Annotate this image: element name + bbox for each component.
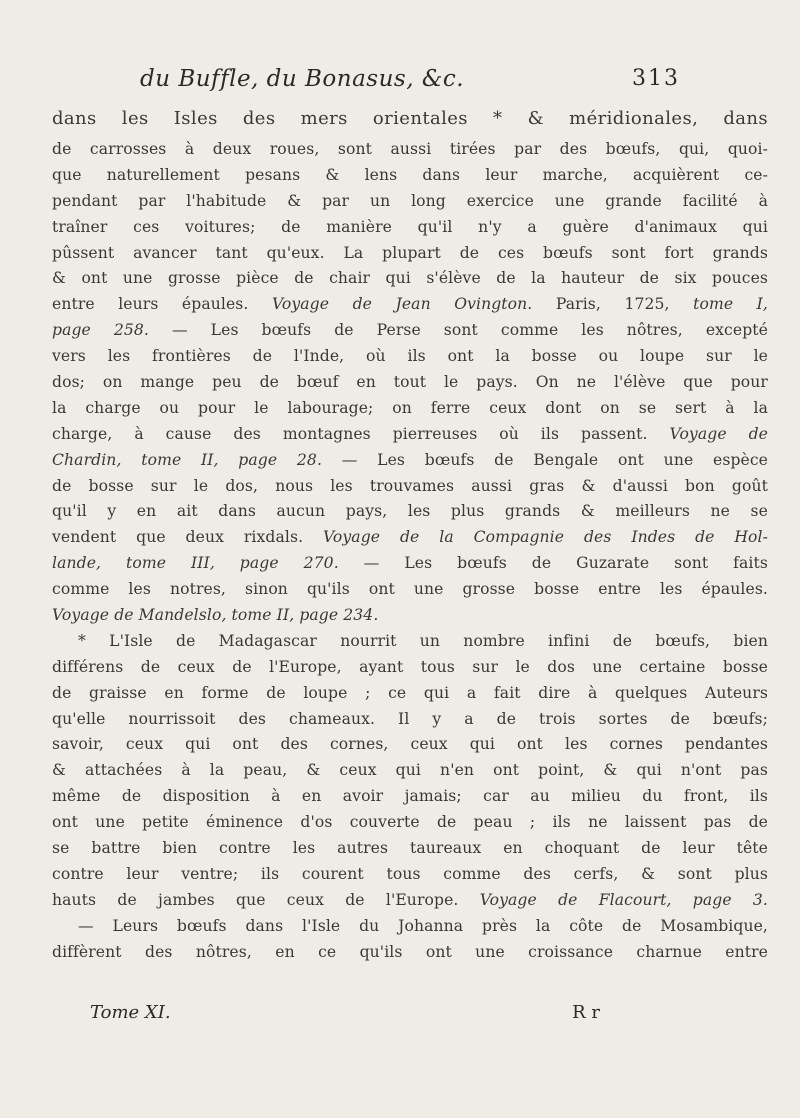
line-text: se battre bien contre les autres taureaux en choquant de leur tête (52, 839, 768, 858)
line-text: Paris, 1725, (532, 295, 694, 314)
line-text: qu'elle nourrissoit des chameaux. Il y a de trois sortes de bœufs; (52, 709, 768, 728)
running-title: du Buffle, du Bonasus, &c. (140, 66, 465, 92)
page-header (140, 66, 680, 102)
body-text (52, 101, 768, 966)
line-text: diffèrent des nôtres, en ce qu'ils ont une croissance charnue entre (52, 942, 768, 961)
line-text: de carrosses à deux roues, sont aussi tirées par des bœufs, qui, quoi- (52, 140, 768, 158)
text-line (52, 189, 768, 215)
text-line (52, 292, 768, 318)
page-number: 313 (632, 66, 680, 91)
line-text: de bosse sur le dos, nous les trouvames aussi gras & d'aussi bon goût (52, 476, 768, 495)
text-line (52, 163, 768, 189)
line-text: ont une petite éminence d'os couverte de peau ; ils ne laissent pas de (52, 813, 768, 832)
text-line (52, 370, 768, 396)
citation-text: Voyage de Flacourt, page 3. (479, 890, 768, 909)
citation-text: Chardin, tome II, page 28. (52, 450, 323, 469)
line-text: dos; on mange peu de bœuf en tout le pays. On ne l'élève que pour (52, 373, 768, 392)
text-line (52, 137, 768, 163)
line-text: dans les Isles des mers orientales * & méridionales, dans (52, 108, 768, 129)
line-text: traîner ces voitures; de manière qu'il n'y a guère d'animaux qui (52, 217, 768, 236)
text-line (52, 603, 768, 629)
text-line (52, 266, 768, 292)
text-line (52, 629, 768, 655)
line-text: — Leurs bœufs dans l'Isle du Johanna près la côte de Mosambique, (78, 916, 768, 935)
text-line (52, 862, 768, 888)
text-line (52, 525, 768, 551)
text-line (52, 101, 768, 137)
text-line (52, 810, 768, 836)
volume-label: Tome XI. (90, 1002, 171, 1023)
citation-text: Voyage de (669, 424, 768, 443)
line-text: — Les bœufs de Bengale ont une espèce (322, 450, 769, 469)
text-line (52, 940, 768, 966)
citation-text: lande, tome III, page 270. (52, 554, 339, 573)
text-line (52, 396, 768, 422)
text-line (52, 784, 768, 810)
text-line (52, 241, 768, 267)
line-text: — Les bœufs de Guzarate sont faits (338, 554, 768, 573)
text-line (52, 215, 768, 241)
text-line (52, 474, 768, 500)
text-line (52, 448, 768, 474)
text-line (52, 577, 768, 603)
line-text: * L'Isle de Madagascar nourrit un nombre infini de bœufs, bien (78, 631, 768, 650)
line-text: la charge ou pour le labourage; on ferre ceux dont on se sert à la (52, 398, 768, 417)
citation-text: Voyage de la Compagnie des Indes de Hol- (322, 528, 768, 547)
citation-text: page 258. (52, 321, 149, 340)
page-footer (90, 1002, 600, 1032)
line-text: que naturellement pesans & lens dans leur marche, acquièrent ce- (52, 165, 768, 184)
line-text: charge, à cause des montagnes pierreuses où ils passent. (52, 424, 670, 443)
line-text: comme les notres, sinon qu'ils ont une grosse bosse entre les épaules. (52, 580, 768, 599)
text-line (52, 707, 768, 733)
line-text: contre leur ventre; ils courent tous comme des cerfs, & sont plus (52, 864, 768, 883)
line-text: de graisse en forme de loupe ; ce qui a fait dire à quelques Auteurs (52, 683, 768, 702)
line-text: — Les bœufs de Perse sont comme les nôtres, excepté (149, 321, 768, 340)
line-text: hauts de jambes que ceux de l'Europe. (52, 890, 480, 909)
text-line (52, 888, 768, 914)
text-line (52, 499, 768, 525)
citation-text: Voyage de Mandelslo, tome II, page 234. (52, 606, 379, 625)
text-line (52, 318, 768, 344)
line-text: pendant par l'habitude & par un long exercice une grande facilité à (52, 191, 768, 210)
text-line (52, 344, 768, 370)
line-text: & attachées à la peau, & ceux qui n'en ont point, & qui n'ont pas (52, 761, 768, 780)
citation-text: tome I, (693, 295, 768, 314)
text-line (52, 836, 768, 862)
citation-text: Voyage de Jean Ovington. (271, 295, 533, 314)
line-text: pûssent avancer tant qu'eux. La plupart de ces bœufs sont fort grands (52, 243, 768, 262)
text-line (52, 422, 768, 448)
line-text: & ont une grosse pièce de chair qui s'élève de la hauteur de six pouces (52, 269, 768, 288)
line-text: savoir, ceux qui ont des cornes, ceux qui ont les cornes pendantes (52, 735, 768, 754)
line-text: vendent que deux rixdals. (52, 528, 323, 547)
text-line (52, 914, 768, 940)
line-text: même de disposition à en avoir jamais; car au milieu du front, ils (52, 787, 768, 806)
text-line (52, 681, 768, 707)
text-line (52, 655, 768, 681)
text-line (52, 732, 768, 758)
line-text: vers les frontières de l'Inde, où ils ont la bosse ou loupe sur le (52, 347, 768, 366)
text-line (52, 758, 768, 784)
text-line (52, 551, 768, 577)
line-text: différens de ceux de l'Europe, ayant tous sur le dos une certaine bosse (52, 657, 768, 676)
line-text: entre leurs épaules. (52, 295, 272, 314)
signature-mark: R r (572, 1002, 600, 1023)
line-text: qu'il y en ait dans aucun pays, les plus grands & meilleurs ne se (52, 502, 768, 521)
